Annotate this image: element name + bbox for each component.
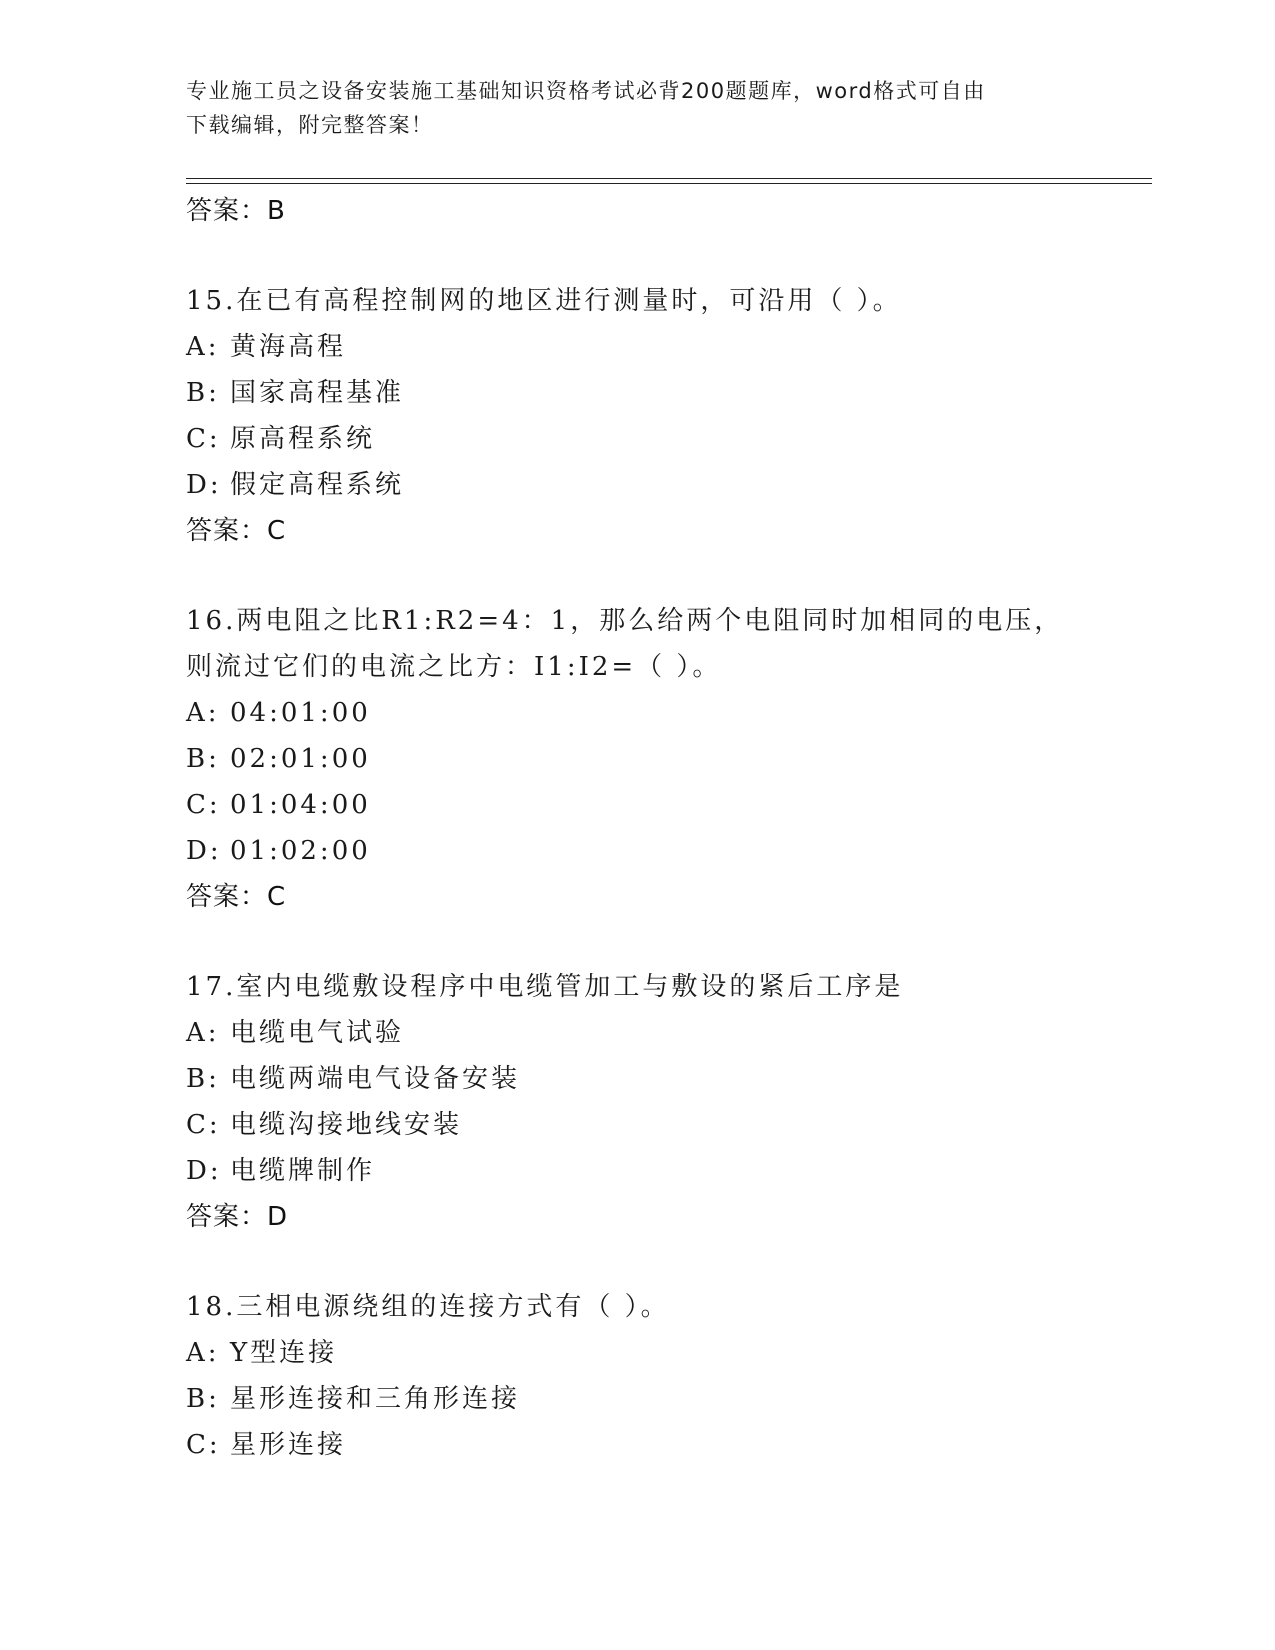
question-18 <box>186 1284 1086 1468</box>
option-letter: B: <box>186 1384 220 1414</box>
question-16 <box>186 598 1086 920</box>
option-letter: D: <box>186 470 222 500</box>
answer-label: 答案：C <box>186 882 287 912</box>
question-text: 17.室内电缆敷设程序中电缆管加工与敷设的紧后工序是 <box>186 972 904 1002</box>
option-letter: C: <box>186 790 221 820</box>
option-text: Y型连接 <box>230 1338 338 1368</box>
option-text: 原高程系统 <box>230 424 376 454</box>
option-d <box>186 1148 1086 1194</box>
option-letter: C: <box>186 1430 221 1460</box>
option-text: 电缆两端电气设备安装 <box>230 1064 521 1094</box>
option-a <box>186 324 1086 370</box>
option-text: 黄海高程 <box>230 332 347 362</box>
option-text: 电缆沟接地线安装 <box>230 1110 463 1140</box>
option-a <box>186 1330 1086 1376</box>
option-letter: A: <box>186 1338 220 1368</box>
question-text: 16.两电阻之比R1:R2=4：1，那么给两个电阻同时加相同的电压，则流过它们的电流之比方：I1:I2=（ ）。 <box>186 606 1064 682</box>
question-text: 15.在已有高程控制网的地区进行测量时，可沿用（ ）。 <box>186 286 902 316</box>
option-text: 04:01:00 <box>230 698 371 728</box>
option-d <box>186 462 1086 508</box>
option-a <box>186 1010 1086 1056</box>
option-text: 国家高程基准 <box>230 378 405 408</box>
option-letter: D: <box>186 1156 222 1186</box>
header-divider-top <box>186 178 1152 179</box>
option-letter: D: <box>186 836 222 866</box>
option-letter: B: <box>186 1064 220 1094</box>
option-letter: A: <box>186 1018 220 1048</box>
option-text: 星形连接和三角形连接 <box>230 1384 521 1414</box>
header-line-1: 专业施工员之设备安装施工基础知识资格考试必背200题题库，word格式可自由 <box>186 79 986 103</box>
option-letter: B: <box>186 744 220 774</box>
option-text: 电缆电气试验 <box>230 1018 405 1048</box>
header-divider-bottom <box>186 183 1152 184</box>
header-line-2: 下载编辑，附完整答案！ <box>186 113 434 137</box>
option-text: 电缆牌制作 <box>230 1156 376 1186</box>
option-letter: B: <box>186 378 220 408</box>
option-text: 假定高程系统 <box>230 470 405 500</box>
option-c <box>186 782 1086 828</box>
option-b <box>186 1056 1086 1102</box>
option-text: 星形连接 <box>230 1430 347 1460</box>
option-letter: C: <box>186 1110 221 1140</box>
option-b <box>186 1376 1086 1422</box>
option-c <box>186 1102 1086 1148</box>
question-17 <box>186 964 1086 1240</box>
document-header <box>186 74 1066 142</box>
option-b <box>186 370 1086 416</box>
question-15 <box>186 278 1086 554</box>
option-text: 02:01:00 <box>230 744 371 774</box>
option-b <box>186 736 1086 782</box>
option-text: 01:04:00 <box>230 790 371 820</box>
option-text: 01:02:00 <box>230 836 371 866</box>
previous-answer: 答案：B <box>186 196 286 226</box>
question-text: 18.三相电源绕组的连接方式有（ ）。 <box>186 1292 670 1322</box>
answer-label: 答案：C <box>186 516 287 546</box>
option-c <box>186 1422 1086 1468</box>
option-d <box>186 828 1086 874</box>
option-c <box>186 416 1086 462</box>
answer-label: 答案：D <box>186 1202 289 1232</box>
option-letter: A: <box>186 698 220 728</box>
question-list <box>186 188 1086 1468</box>
option-letter: C: <box>186 424 221 454</box>
option-a <box>186 690 1086 736</box>
option-letter: A: <box>186 332 220 362</box>
